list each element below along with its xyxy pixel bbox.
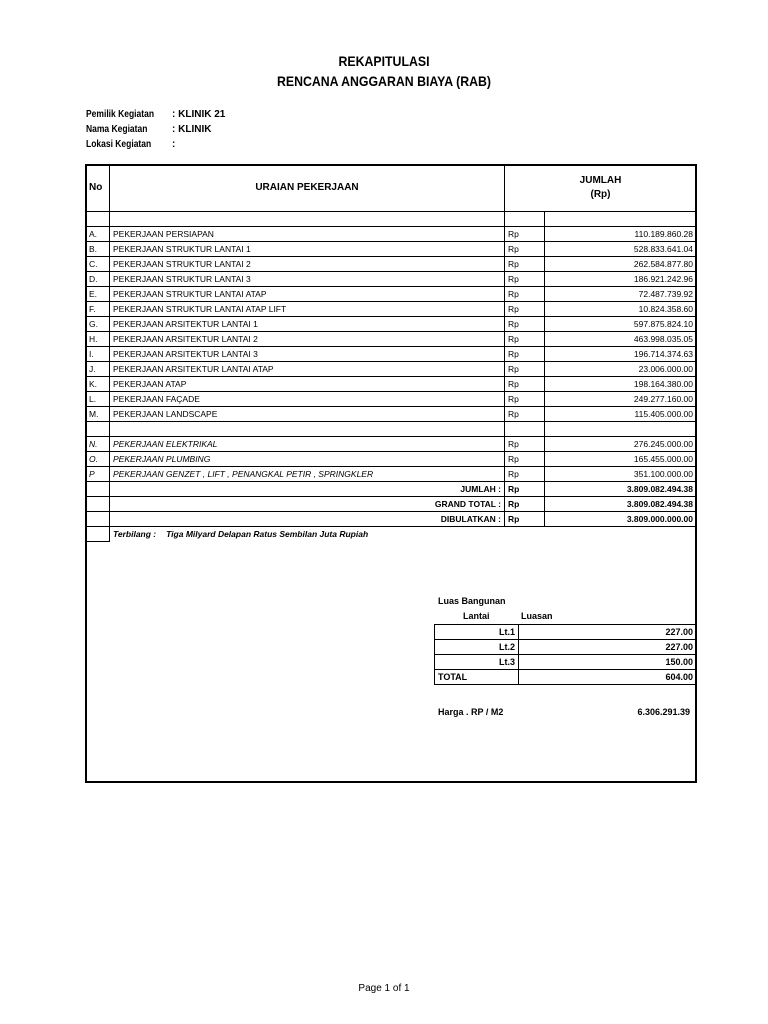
terbilang-label: Terbilang :	[113, 529, 157, 540]
row-uraian: PEKERJAAN ATAP	[110, 377, 505, 392]
row-currency: Rp	[505, 362, 545, 377]
row-no: P	[86, 467, 110, 482]
row-amount: 262.584.877.80	[545, 257, 697, 272]
total-currency: Rp	[505, 512, 545, 527]
luas-row	[435, 625, 697, 640]
row-currency: Rp	[505, 347, 545, 362]
page-footer: Page 1 of 1	[358, 983, 410, 994]
row-amount: 165.455.000.00	[545, 452, 697, 467]
harga-label: Harga . RP / M2	[438, 707, 504, 717]
row-no: L.	[86, 392, 110, 407]
total-currency: Rp	[505, 497, 545, 512]
row-no: D.	[86, 272, 110, 287]
row-amount: 196.714.374.63	[545, 347, 697, 362]
luas-luasan: 227.00	[519, 625, 697, 640]
meta-label: Nama Kegiatan	[86, 124, 148, 135]
harga-value: 6.306.291.39	[637, 707, 690, 717]
row-uraian: PEKERJAAN STRUKTUR LANTAI 2	[110, 257, 505, 272]
row-currency: Rp	[505, 392, 545, 407]
project-info	[86, 107, 225, 152]
row-currency: Rp	[505, 317, 545, 332]
row-no: J.	[86, 362, 110, 377]
row-amount: 10.824.358.60	[545, 302, 697, 317]
meta-row-nama	[86, 122, 225, 137]
row-no: B.	[86, 242, 110, 257]
row-currency: Rp	[505, 407, 545, 422]
header-no: No	[86, 165, 110, 212]
table-frame	[85, 164, 697, 783]
page-title: REKAPITULASI	[338, 53, 430, 69]
meta-row-lokasi	[86, 137, 225, 152]
total-amount: 3.809.082.494.38	[545, 482, 697, 497]
meta-row-pemilik	[86, 107, 225, 122]
total-label: DIBULATKAN :	[110, 512, 505, 527]
row-amount: 198.164.380.00	[545, 377, 697, 392]
row-uraian: PEKERJAAN ARSITEKTUR LANTAI 3	[110, 347, 505, 362]
meta-value: : KLINIK	[172, 124, 212, 135]
row-uraian: PEKERJAAN ARSITEKTUR LANTAI 1	[110, 317, 505, 332]
row-amount: 528.833.641.04	[545, 242, 697, 257]
luas-luasan: 150.00	[519, 655, 697, 670]
meta-value: :	[172, 139, 176, 150]
row-uraian: PEKERJAAN LANDSCAPE	[110, 407, 505, 422]
row-no: H.	[86, 332, 110, 347]
row-amount: 351.100.000.00	[545, 467, 697, 482]
meta-label: Lokasi Kegiatan	[86, 139, 152, 150]
meta-label: Pemilik Kegiatan	[86, 109, 155, 120]
row-amount: 110.189.860.28	[545, 227, 697, 242]
row-no: M.	[86, 407, 110, 422]
luas-row	[435, 640, 697, 655]
row-uraian: PEKERJAAN STRUKTUR LANTAI 1	[110, 242, 505, 257]
row-uraian: PEKERJAAN STRUKTUR LANTAI ATAP LIFT	[110, 302, 505, 317]
luas-col-lantai: Lantai	[463, 611, 490, 621]
header-unit-label: (Rp)	[590, 189, 611, 200]
luas-lantai: Lt.1	[435, 625, 519, 640]
row-amount: 115.405.000.00	[545, 407, 697, 422]
header-jumlah-label: JUMLAH	[579, 175, 622, 186]
row-no: E.	[86, 287, 110, 302]
row-uraian: PEKERJAAN ELEKTRIKAL	[110, 437, 505, 452]
total-label: GRAND TOTAL :	[110, 497, 505, 512]
luas-table	[434, 624, 697, 685]
row-currency: Rp	[505, 302, 545, 317]
luas-row	[435, 655, 697, 670]
luas-col-luasan: Luasan	[521, 611, 553, 621]
row-amount: 463.998.035.05	[545, 332, 697, 347]
row-uraian: PEKERJAAN PERSIAPAN	[110, 227, 505, 242]
row-currency: Rp	[505, 287, 545, 302]
row-uraian: PEKERJAAN PLUMBING	[110, 452, 505, 467]
row-currency: Rp	[505, 377, 545, 392]
row-no: C.	[86, 257, 110, 272]
row-currency: Rp	[505, 452, 545, 467]
row-currency: Rp	[505, 467, 545, 482]
row-amount: 23.006.000.00	[545, 362, 697, 377]
row-no: O.	[86, 452, 110, 467]
row-currency: Rp	[505, 257, 545, 272]
row-currency: Rp	[505, 272, 545, 287]
luas-lantai: Lt.2	[435, 640, 519, 655]
total-currency: Rp	[505, 482, 545, 497]
terbilang-text: Tiga Milyard Delapan Ratus Sembilan Juta Rupiah	[166, 529, 369, 540]
row-currency: Rp	[505, 242, 545, 257]
row-uraian: PEKERJAAN FAÇADE	[110, 392, 505, 407]
row-currency: Rp	[505, 437, 545, 452]
row-uraian: PEKERJAAN ARSITEKTUR LANTAI ATAP	[110, 362, 505, 377]
page-subtitle: RENCANA ANGGARAN BIAYA (RAB)	[276, 73, 492, 89]
total-label: JUMLAH :	[110, 482, 505, 497]
header-uraian: URAIAN PEKERJAAN	[110, 165, 505, 212]
row-no: A.	[86, 227, 110, 242]
row-currency: Rp	[505, 227, 545, 242]
row-currency: Rp	[505, 332, 545, 347]
row-no: F.	[86, 302, 110, 317]
luas-total-label: TOTAL	[435, 670, 519, 685]
luas-total-value: 604.00	[519, 670, 697, 685]
row-amount: 249.277.160.00	[545, 392, 697, 407]
luas-lantai: Lt.3	[435, 655, 519, 670]
meta-value: : KLINIK 21	[172, 109, 226, 120]
total-amount: 3.809.000.000.00	[545, 512, 697, 527]
luas-title: Luas Bangunan	[438, 596, 506, 606]
row-no: N.	[86, 437, 110, 452]
row-amount: 186.921.242.96	[545, 272, 697, 287]
row-uraian: PEKERJAAN STRUKTUR LANTAI 3	[110, 272, 505, 287]
luas-luasan: 227.00	[519, 640, 697, 655]
row-amount: 597.875.824.10	[545, 317, 697, 332]
row-no: I.	[86, 347, 110, 362]
row-no: G.	[86, 317, 110, 332]
row-uraian: PEKERJAAN ARSITEKTUR LANTAI 2	[110, 332, 505, 347]
luas-total-row	[435, 670, 697, 685]
total-amount: 3.809.082.494.38	[545, 497, 697, 512]
row-amount: 276.245.000.00	[545, 437, 697, 452]
row-amount: 72.487.739.92	[545, 287, 697, 302]
row-uraian: PEKERJAAN GENZET , LIFT , PENANGKAL PETIR , SPRINGKLER	[110, 467, 505, 482]
row-no: K.	[86, 377, 110, 392]
row-uraian: PEKERJAAN STRUKTUR LANTAI ATAP	[110, 287, 505, 302]
